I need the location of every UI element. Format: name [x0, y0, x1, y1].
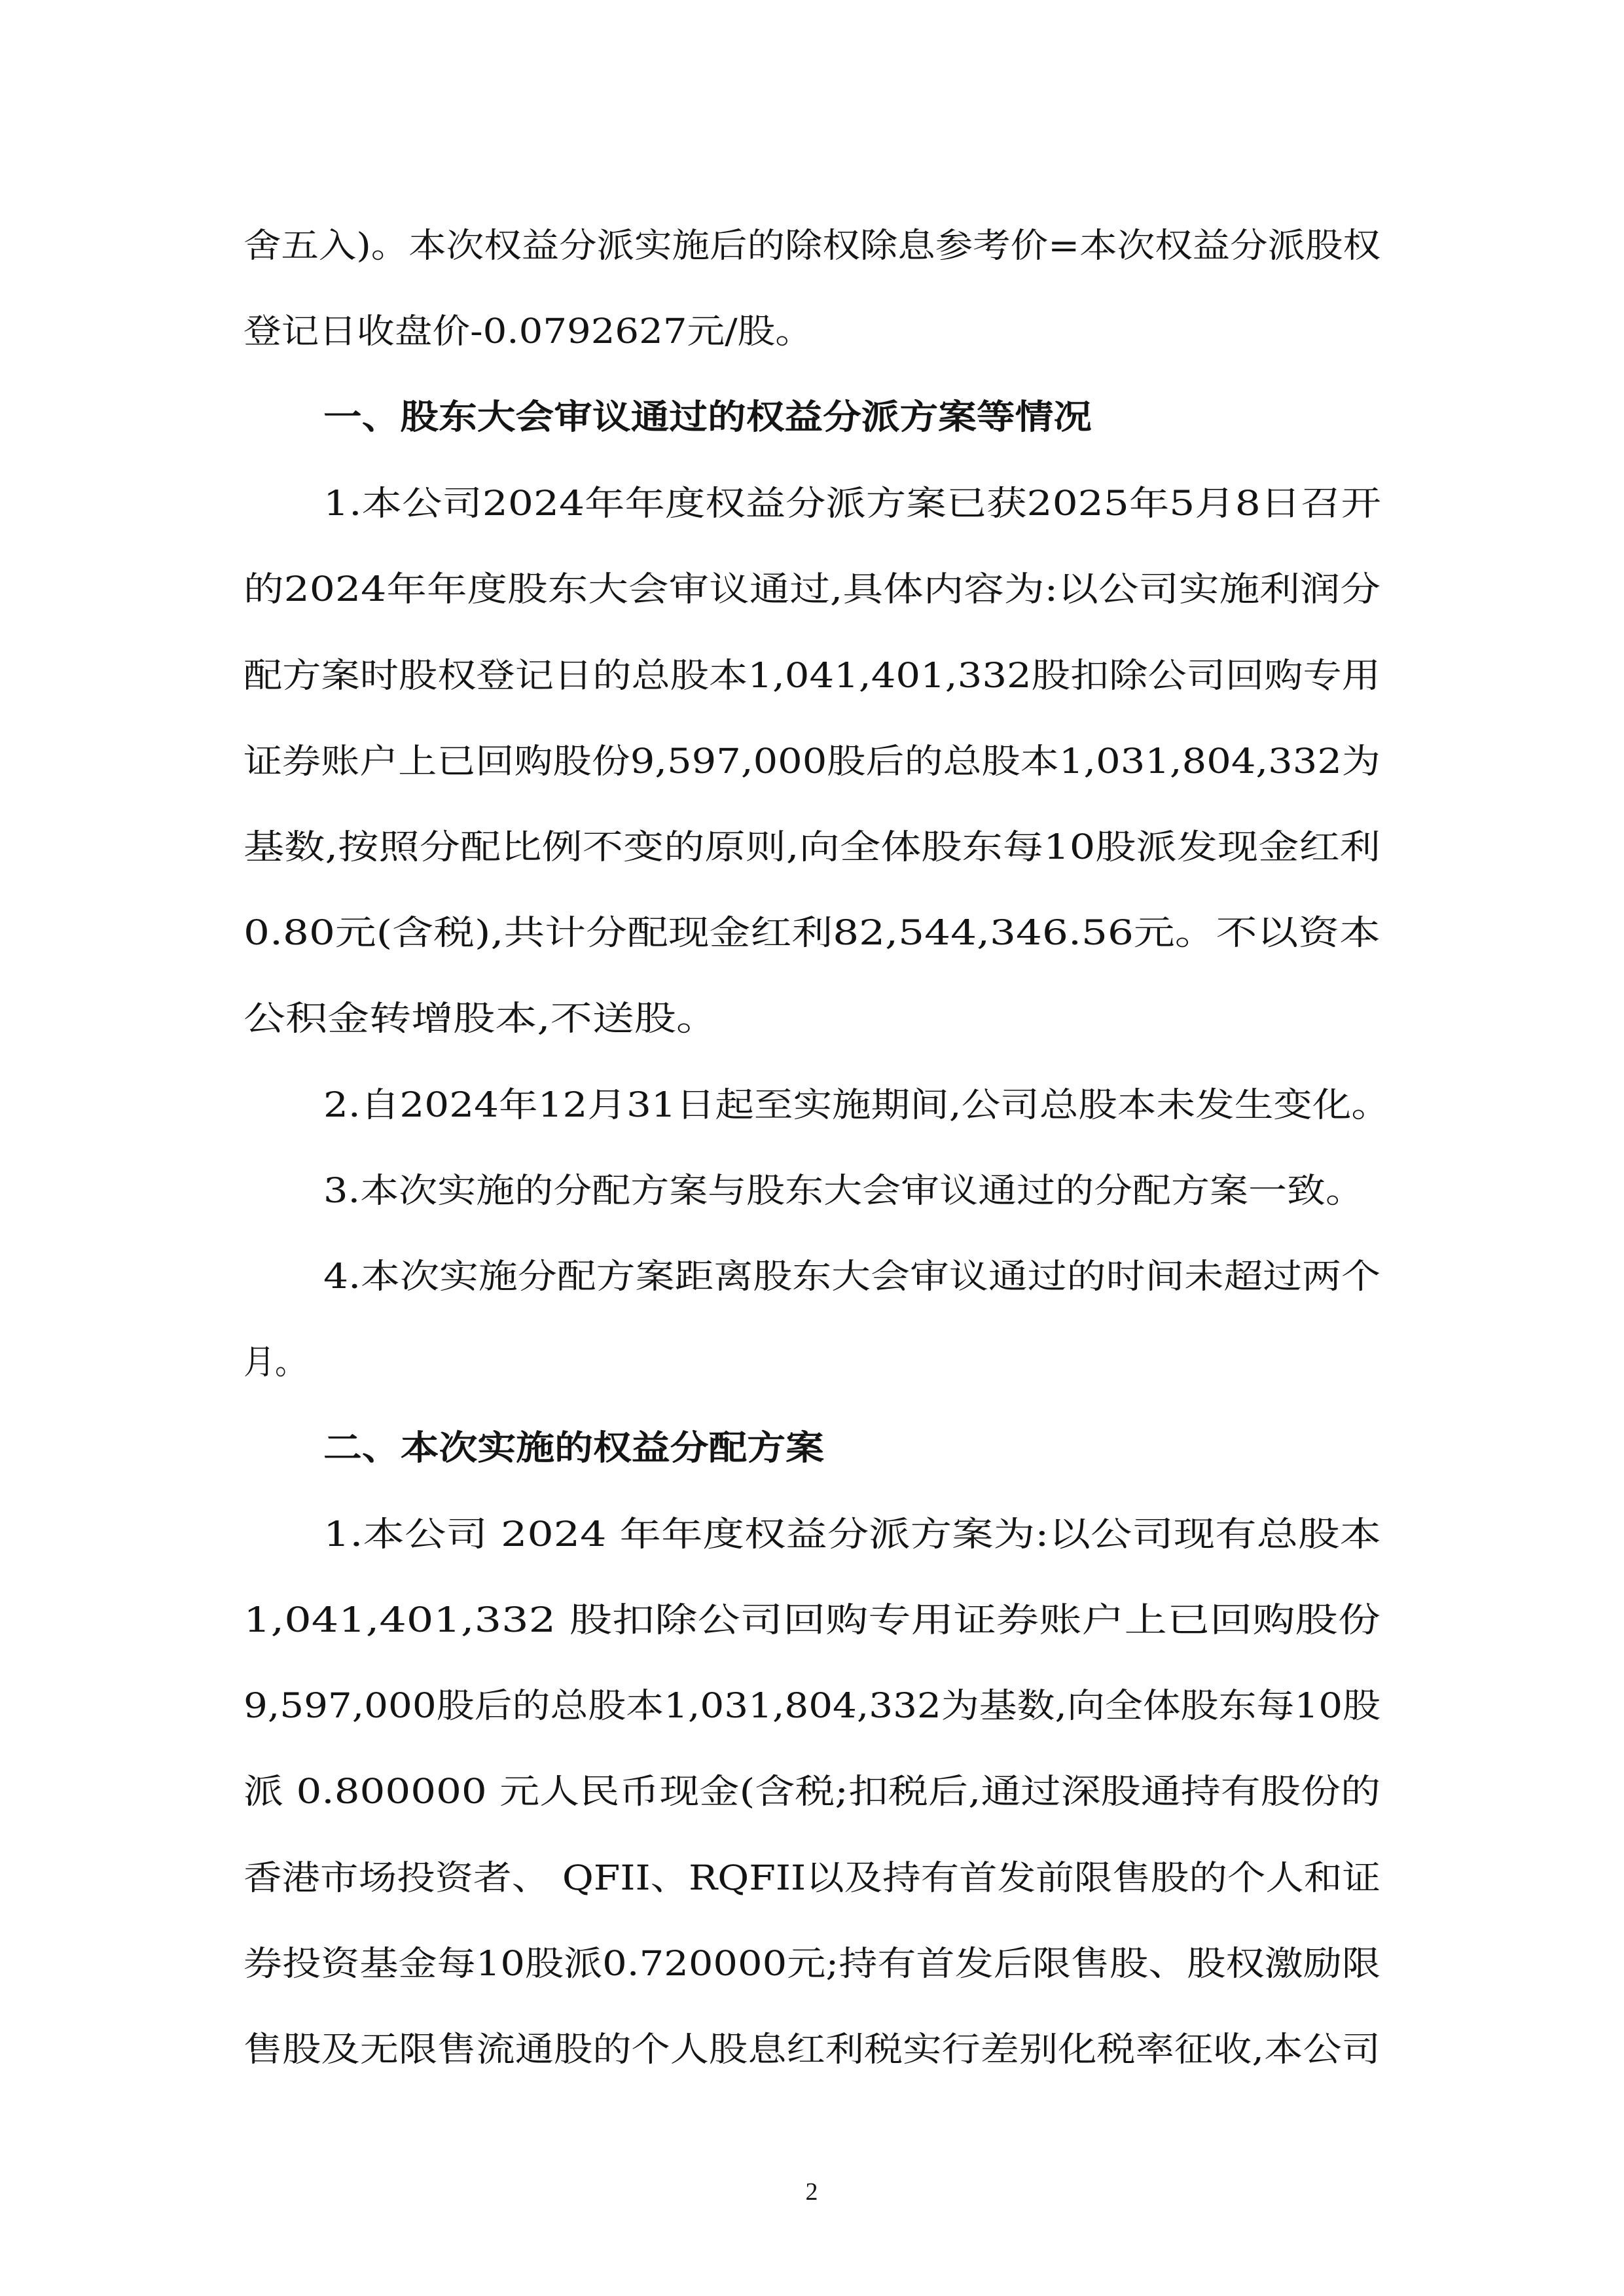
body-line: 登记日收盘价-0.0792627元/股。	[244, 312, 813, 351]
body-line: 舍五入)。本次权益分派实施后的除权除息参考价=本次权益分派股权	[244, 226, 1380, 266]
body-line: 4.本次实施分配方案距离股东大会审议通过的时间未超过两个	[323, 1257, 1380, 1297]
body-line: 1.本公司2024年年度权益分派方案已获2025年5月8日召开	[323, 484, 1381, 524]
body-line: 9,597,000股后的总股本1,031,804,332为基数,向全体股东每10股	[244, 1687, 1380, 1726]
body-line: 3.本次实施的分配方案与股东大会审议通过的分配方案一致。	[323, 1172, 1364, 1211]
body-line: 证券账户上已回购股份9,597,000股后的总股本1,031,804,332为	[244, 742, 1380, 781]
body-line: 配方案时股权登记日的总股本1,041,401,332股扣除公司回购专用	[244, 656, 1380, 696]
body-line: 1.本公司 2024 年年度权益分派方案为:以公司现有总股本	[323, 1515, 1381, 1554]
body-line: 0.80元(含税),共计分配现金红利82,544,346.56元。不以资本	[244, 914, 1380, 953]
body-line: 公积金转增股本,不送股。	[244, 999, 718, 1039]
body-line: 售股及无限售流通股的个人股息红利税实行差别化税率征收,本公司	[244, 2030, 1380, 2070]
body-line: 派 0.800000 元人民币现金(含税;扣税后,通过深股通持有股份的	[244, 1772, 1380, 1812]
body-line: 基数,按照分配比例不变的原则,向全体股东每10股派发现金红利	[244, 828, 1380, 867]
section-heading: 二、本次实施的权益分配方案	[323, 1429, 824, 1468]
page-number: 2	[805, 2178, 818, 2206]
body-line: 的2024年年度股东大会审议通过,具体内容为:以公司实施利润分	[244, 570, 1380, 609]
body-line: 2.自2024年12月31日起至实施期间,公司总股本未发生变化。	[323, 1086, 1390, 1125]
body-line: 券投资基金每10股派0.720000元;持有首发后限售股、股权激励限	[244, 1945, 1380, 1984]
body-line: 香港市场投资者、 QFII、RQFII以及持有首发前限售股的个人和证	[244, 1859, 1380, 1898]
body-line: 1,041,401,332 股扣除公司回购专用证券账户上已回购股份	[244, 1601, 1380, 1640]
section-heading: 一、股东大会审议通过的权益分派方案等情况	[323, 398, 1092, 437]
body-line: 月。	[244, 1343, 306, 1382]
